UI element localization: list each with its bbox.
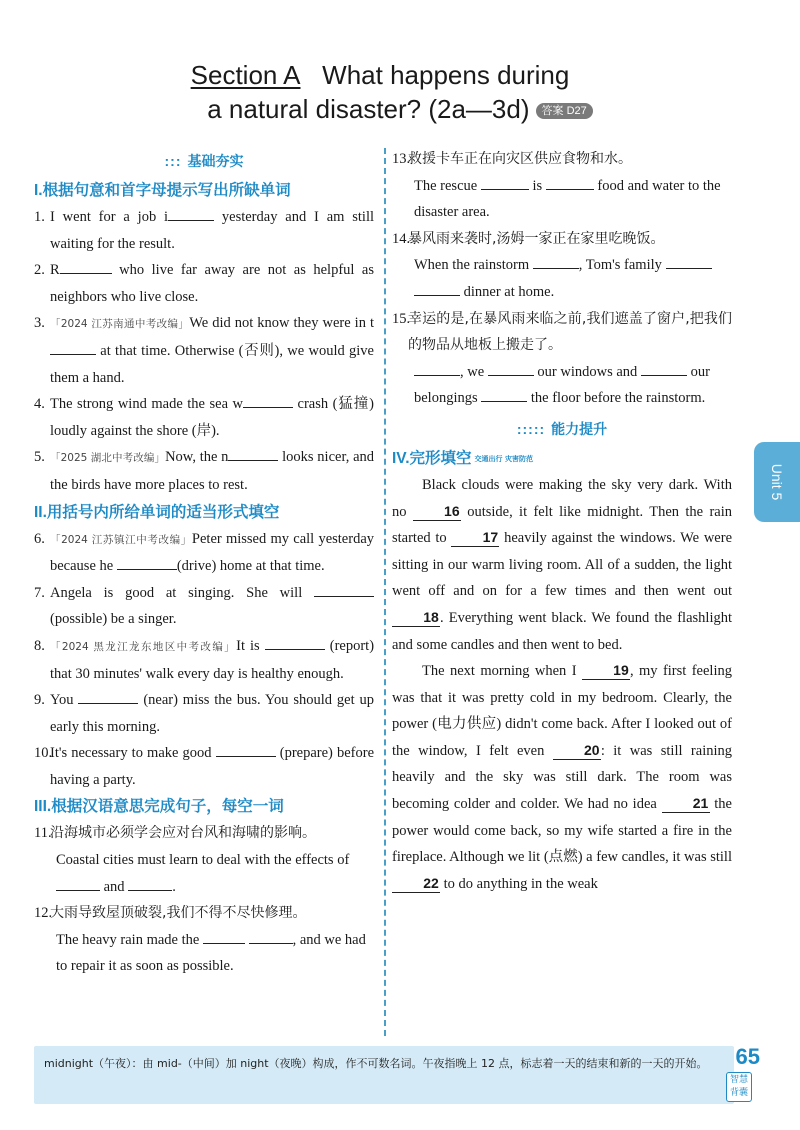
source-tag: 「2024 黑龙江龙东地区中考改编」 [50, 640, 237, 653]
basic-header: ::: 基础夯实 [164, 153, 244, 170]
cloze-blank-19[interactable]: 19 [582, 661, 630, 680]
blank-input[interactable] [533, 253, 579, 269]
cloze-blank-21[interactable]: 21 [662, 794, 710, 813]
section-3-heading: III.根据汉语意思完成句子，每空一词 [34, 798, 284, 816]
question-15: 15. 幸运的是,在暴风雨来临之前,我们遮盖了窗户,把我们的物品从地板上搬走了。 [392, 310, 732, 354]
column-divider [384, 148, 386, 1036]
dots-icon: ::::: [516, 420, 546, 437]
question-6: 6. 「2024 江苏镇江中考改编」Peter missed my call yesterday because he (drive) home at that time. [34, 530, 374, 575]
passage-paragraph-2: The next morning when I 19, my first feeling was that it was pretty cold in my bedroom. Clearly, the power (电力供应) didn't come back. After I looked out of the window, I felt even 20: it was still raining heavily and the sky was still dark. The room was becoming colder and colder. We had no idea 21 the power would come back, so my wife started a fire in the fireplace. Although we lit (点燃) a few candles, it was still 22 to do anything in the weak [392, 662, 732, 892]
question-13: 13. 救援卡车正在向灾区供应食物和水。 [392, 151, 632, 167]
blank-input[interactable] [249, 928, 293, 944]
right-column [392, 146, 732, 897]
question-5: 5. 「2025 湖北中考改编」Now, the n looks nicer, and the birds have more places to rest. [34, 444, 374, 498]
blank-input[interactable] [168, 205, 214, 221]
cloze-blank-20[interactable]: 20 [553, 741, 601, 760]
title-line1: What happens during [322, 60, 570, 90]
question-3: 3. 「2024 江苏南通中考改编」We did not know they were in t at that time. Otherwise (否则), we would give them a hand. [34, 315, 374, 386]
blank-input[interactable] [50, 339, 96, 355]
source-tag: 「2024 江苏南通中考改编」 [50, 318, 190, 331]
blank-input[interactable] [314, 581, 374, 597]
blank-input[interactable] [243, 392, 293, 408]
answer-tag: 答案 D27 [536, 103, 593, 119]
blank-input[interactable] [265, 634, 325, 650]
unit-tab[interactable]: Unit 5 [754, 442, 800, 522]
wisdom-badge: 智慧背囊 [726, 1072, 752, 1102]
cloze-blank-17[interactable]: 17 [451, 528, 499, 547]
blank-input[interactable] [228, 445, 278, 461]
question-12: 12. 大雨导致屋顶破裂,我们不得不尽快修理。 [34, 905, 307, 922]
topic-badge: 交通出行 灾害防范 [474, 454, 533, 463]
question-12-answer: The heavy rain made the , and we had to repair it as soon as possible. [34, 927, 374, 980]
question-11: 11. 沿海城市必须学会应对台风和海啸的影响。 [34, 825, 316, 842]
passage-paragraph-1: Black clouds were making the sky very dark. With no 16 outside, it felt like midnight. Then the rain started to 17 heavily against the windows. We were sitting in our warm living room. All of a sudden, the light went off and on for a few times and then went out 18. Everything went black. We found the flashlight and some candles and then went to bed. [392, 476, 733, 653]
cloze-blank-22[interactable]: 22 [392, 874, 440, 893]
question-14-answer: When the rainstorm , Tom's family dinner at home. [392, 252, 732, 305]
source-tag: 「2024 江苏镇江中考改编」 [50, 533, 192, 546]
advanced-header: ::::: 能力提升 [516, 420, 608, 438]
question-2: 2. R who live far away are not as helpful as neighbors who live close. [34, 257, 374, 310]
blank-input[interactable] [216, 741, 276, 757]
cloze-blank-16[interactable]: 16 [413, 502, 461, 521]
blank-input[interactable] [78, 688, 138, 704]
question-11-answer: Coastal cities must learn to deal with the effects of and . [56, 852, 350, 895]
blank-input[interactable] [117, 554, 177, 570]
blank-input[interactable] [56, 875, 100, 891]
section-label: Section A [190, 60, 301, 90]
blank-input[interactable] [203, 928, 245, 944]
section-4-heading: IV.完形填空 交通出行 灾害防范 [392, 449, 533, 467]
blank-input[interactable] [666, 253, 712, 269]
question-1: 1. I went for a job i yesterday and I am still waiting for the result. [34, 204, 374, 257]
blank-input[interactable] [128, 875, 172, 891]
page-number: 65 [735, 1044, 760, 1069]
blank-input[interactable] [488, 360, 534, 376]
blank-input[interactable] [641, 360, 687, 376]
question-7: 7. Angela is good at singing. She will (possible) be a singer. [34, 580, 374, 633]
question-4: 4. The strong wind made the sea w crash (猛撞) loudly against the shore (岸). [34, 391, 374, 444]
blank-input[interactable] [414, 360, 460, 376]
blank-input[interactable] [481, 386, 527, 402]
blank-input[interactable] [546, 174, 594, 190]
cloze-blank-18[interactable]: 18 [392, 608, 440, 627]
footnote-box: midnight（午夜）：由 mid-（中间）加 night（夜晚）构成，作不可数名词。午夜指晚上 12 点，标志着一天的结束和新的一天的开始。 [34, 1046, 734, 1104]
source-tag: 「2025 湖北中考改编」 [50, 452, 166, 465]
section-1-heading: I.根据句意和首字母提示写出所缺单词 [34, 182, 291, 199]
question-14: 14. 暴风雨来袭时,汤姆一家正在家里吃晚饭。 [392, 230, 665, 247]
section-title [0, 58, 760, 126]
title-line2: a natural disaster? (2a—3d) [207, 94, 530, 124]
blank-input[interactable] [60, 258, 112, 274]
left-column [34, 146, 374, 980]
blank-input[interactable] [481, 174, 529, 190]
blank-input[interactable] [414, 280, 460, 296]
dots-icon: ::: [164, 153, 182, 169]
section-2-heading: II.用括号内所给单词的适当形式填空 [34, 503, 280, 521]
question-9: 9. You (near) miss the bus. You should get up early this morning. [34, 687, 374, 740]
question-15-answer: , we our windows and our belongings the floor before the rainstorm. [392, 359, 732, 412]
question-10: 10. It's necessary to make good (prepare) before having a party. [34, 740, 374, 793]
question-8: 8. 「2024 黑龙江龙东地区中考改编」It is (report) that 30 minutes' walk every day is healthy enough. [34, 633, 374, 687]
question-13-answer: The rescue is food and water to the disaster area. [392, 173, 732, 226]
